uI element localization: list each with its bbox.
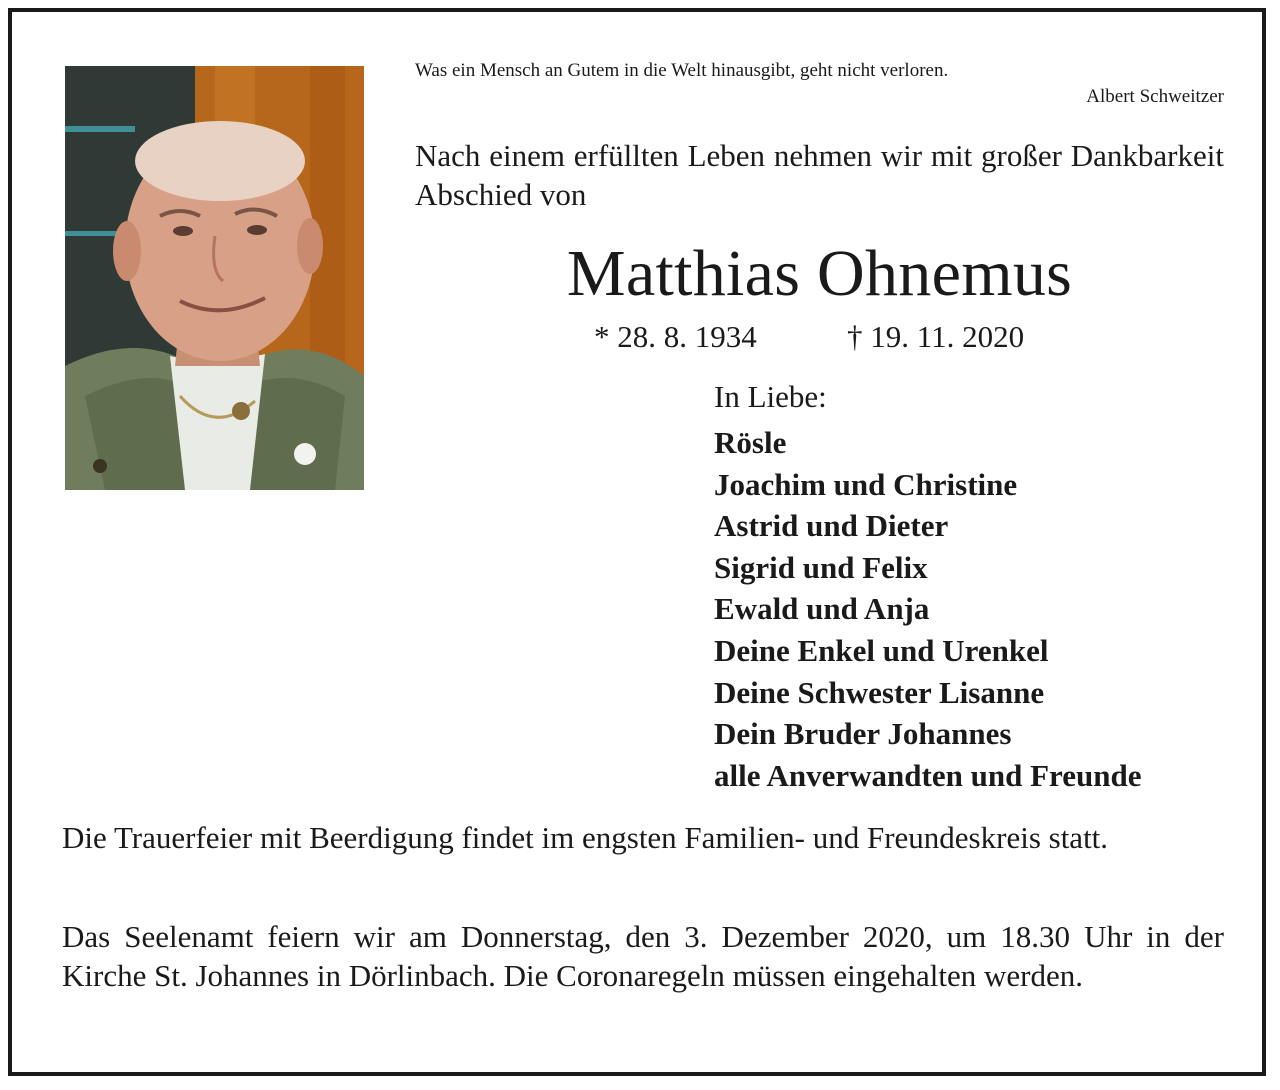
portrait-image [65,66,364,490]
birth-date: * 28. 8. 1934 [594,319,757,354]
quote-text: Was ein Mensch an Gutem in die Welt hinausgibt, geht nicht verloren. [415,60,949,81]
quote-author: Albert Schweitzer [1086,86,1224,107]
funeral-notice: Die Trauerfeier mit Beerdigung findet im engsten Familien- und Freundeskreis statt. [62,820,1109,855]
in-love-label: In Liebe: [714,379,827,414]
mourner-item: Dein Bruder Johannes [714,716,1012,752]
mourners-list [714,422,1141,796]
quote-block [415,58,1224,110]
death-date: † 19. 11. 2020 [847,319,1025,354]
mourner-item: Deine Enkel und Urenkel [714,632,1049,668]
mourner-item: Joachim und Christine [714,466,1018,502]
deceased-name: Matthias Ohnemus [566,237,1073,310]
mourner-item: alle Anverwandten und Freunde [714,757,1142,793]
portrait-photo [65,66,364,490]
intro-text: Nach einem erfüllten Leben nehmen wir mit großer Dankbarkeit Abschied von [415,138,1224,212]
mourner-item: Deine Schwester Lisanne [714,674,1045,710]
mourner-item: Rösle [714,425,787,460]
mourner-item: Ewald und Anja [714,591,930,627]
obituary-card [8,8,1266,1076]
mourner-item: Astrid und Dieter [714,508,949,544]
mourner-item: Sigrid und Felix [714,549,928,585]
requiem-notice: Das Seelenamt feiern wir am Donnerstag, den 3. Dezember 2020, um 18.30 Uhr in der Kirche St. Johannes in Dörlinbach. Die Coronaregeln müssen eingehalten werden. [62,919,1224,993]
